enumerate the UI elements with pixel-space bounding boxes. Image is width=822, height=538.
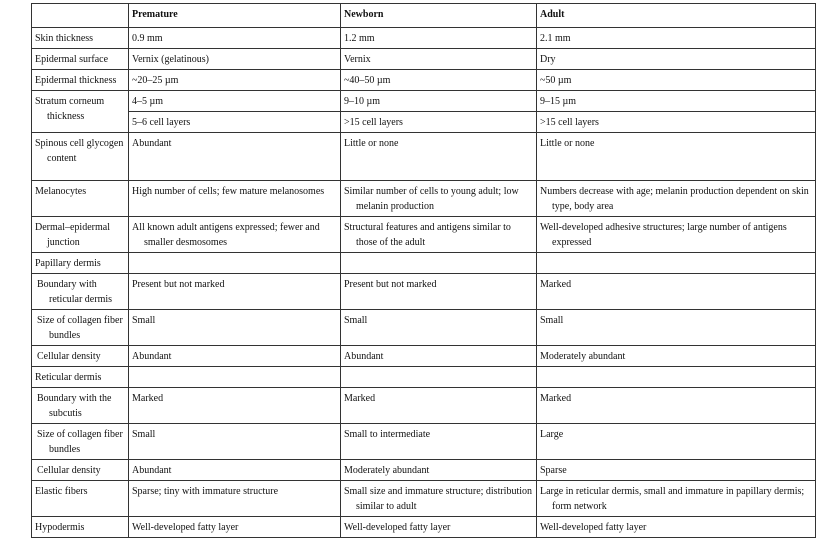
- cell-newborn: 9–10 µm: [341, 91, 537, 112]
- cell-text: Large in reticular dermis, small and immature in papillary dermis; form network: [540, 486, 805, 512]
- cell-newborn: Present but not marked: [341, 274, 537, 310]
- cell-newborn: Vernix: [341, 49, 537, 70]
- header-newborn: Newborn: [341, 4, 537, 28]
- cell-premature: Small: [129, 424, 341, 460]
- cell-adult: Dry: [537, 49, 816, 70]
- row-label: [32, 346, 129, 367]
- cell-newborn: [341, 367, 537, 388]
- cell-adult: [537, 367, 816, 388]
- cell-premature: [129, 367, 341, 388]
- cell-newborn: [341, 181, 537, 217]
- cell-premature: Marked: [129, 388, 341, 424]
- cell-premature: Well-developed fatty layer: [129, 517, 341, 538]
- cell-premature: Abundant: [129, 346, 341, 367]
- table-row: [32, 91, 816, 112]
- row-label-text: Size of collagen fiber bundles: [37, 429, 123, 455]
- row-label: Melanocytes: [32, 181, 129, 217]
- cell-adult: >15 cell layers: [537, 112, 816, 133]
- cell-newborn: 1.2 mm: [341, 28, 537, 49]
- row-label: [32, 388, 129, 424]
- table-row: [32, 481, 816, 517]
- cell-premature: ~20–25 µm: [129, 70, 341, 91]
- table-row: [32, 70, 816, 91]
- row-label: [32, 310, 129, 346]
- cell-newborn: [341, 481, 537, 517]
- cell-premature: [129, 253, 341, 274]
- header-adult: Adult: [537, 4, 816, 28]
- cell-newborn: Well-developed fatty layer: [341, 517, 537, 538]
- cell-text: Small size and immature structure; distribution similar to adult: [344, 486, 533, 512]
- table-row: [32, 112, 816, 133]
- cell-newborn: Little or none: [341, 133, 537, 181]
- cell-newborn: >15 cell layers: [341, 112, 537, 133]
- cell-adult: 9–15 µm: [537, 91, 816, 112]
- cell-premature: Small: [129, 310, 341, 346]
- row-label-text: Dermal–epidermal junction: [35, 222, 110, 248]
- row-label: [32, 424, 129, 460]
- cell-adult: 2.1 mm: [537, 28, 816, 49]
- cell-adult: Large: [537, 424, 816, 460]
- cell-adult: Marked: [537, 388, 816, 424]
- table-row: [32, 388, 816, 424]
- row-label: Papillary dermis: [32, 253, 129, 274]
- cell-premature: 4–5 µm: [129, 91, 341, 112]
- cell-premature: 5–6 cell layers: [129, 112, 341, 133]
- table-row: [32, 460, 816, 481]
- cell-adult: [537, 481, 816, 517]
- cell-premature: [129, 181, 341, 217]
- table-row: [32, 181, 816, 217]
- cell-adult: Moderately abundant: [537, 346, 816, 367]
- cell-premature: Abundant: [129, 133, 341, 181]
- cell-adult: Well-developed fatty layer: [537, 517, 816, 538]
- table-row: [32, 517, 816, 538]
- cell-newborn: Small to intermediate: [341, 424, 537, 460]
- cell-premature: 0.9 mm: [129, 28, 341, 49]
- table-row: [32, 49, 816, 70]
- cell-premature: [129, 217, 341, 253]
- cell-newborn: Abundant: [341, 346, 537, 367]
- row-label-text: Boundary with the subcutis: [37, 393, 112, 419]
- cell-text: All known adult antigens expressed; fewer and smaller desmosomes: [132, 222, 320, 248]
- cell-text: High number of cells; few mature melanosomes: [132, 186, 325, 197]
- cell-adult: Marked: [537, 274, 816, 310]
- cell-newborn: Marked: [341, 388, 537, 424]
- row-label: [32, 274, 129, 310]
- cell-text: Well-developed adhesive structures; large number of antigens expressed: [540, 222, 787, 248]
- row-label-text: Cellular density: [37, 351, 101, 362]
- row-label: Reticular dermis: [32, 367, 129, 388]
- row-label-text: Cellular density: [37, 465, 101, 476]
- cell-newborn: ~40–50 µm: [341, 70, 537, 91]
- row-label: Epidermal thickness: [32, 70, 129, 91]
- cell-newborn: [341, 253, 537, 274]
- table-row: [32, 310, 816, 346]
- row-label-text: Spinous cell glycogen content: [35, 138, 124, 164]
- cell-text: Numbers decrease with age; melanin production dependent on skin type, body area: [540, 186, 809, 212]
- cell-adult: [537, 217, 816, 253]
- table-row: [32, 367, 816, 388]
- table-row: [32, 28, 816, 49]
- row-label-text: Size of collagen fiber bundles: [37, 315, 123, 341]
- cell-premature: Vernix (gelatinous): [129, 49, 341, 70]
- cell-newborn: Moderately abundant: [341, 460, 537, 481]
- table-row: [32, 253, 816, 274]
- row-label: [32, 133, 129, 181]
- row-label-text: Stratum corneum thickness: [35, 96, 105, 122]
- table-row: [32, 133, 816, 181]
- table-row: [32, 217, 816, 253]
- cell-premature: Present but not marked: [129, 274, 341, 310]
- table-row: [32, 424, 816, 460]
- cell-newborn: [341, 217, 537, 253]
- row-label: Skin thickness: [32, 28, 129, 49]
- cell-adult: [537, 181, 816, 217]
- cell-premature: Abundant: [129, 460, 341, 481]
- cell-adult: [537, 253, 816, 274]
- row-label-text: Boundary with reticular dermis: [37, 279, 113, 305]
- row-label: [32, 460, 129, 481]
- header-blank: [32, 4, 129, 28]
- row-label: [32, 217, 129, 253]
- cell-adult: Sparse: [537, 460, 816, 481]
- table-row: [32, 274, 816, 310]
- cell-newborn: Small: [341, 310, 537, 346]
- cell-premature: Sparse; tiny with immature structure: [129, 481, 341, 517]
- header-premature: Premature: [129, 4, 341, 28]
- header-row: [32, 4, 816, 28]
- row-label: Epidermal surface: [32, 49, 129, 70]
- table-row: [32, 346, 816, 367]
- cell-adult: Little or none: [537, 133, 816, 181]
- cell-text: Structural features and antigens similar to those of the adult: [344, 222, 511, 248]
- row-label: Hypodermis: [32, 517, 129, 538]
- cell-adult: ~50 µm: [537, 70, 816, 91]
- cell-text: Similar number of cells to young adult; low melanin production: [344, 186, 519, 212]
- skin-comparison-table: [31, 3, 816, 538]
- cell-adult: Small: [537, 310, 816, 346]
- row-label: Elastic fibers: [32, 481, 129, 517]
- row-label: [32, 91, 129, 133]
